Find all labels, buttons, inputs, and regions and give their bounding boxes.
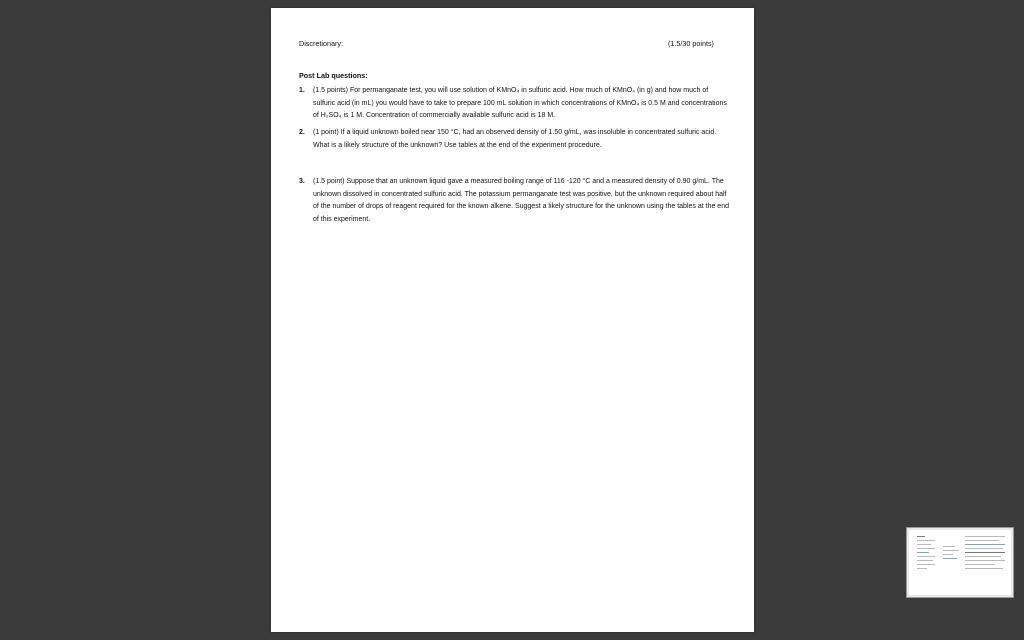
question-item: [299, 127, 729, 152]
question-number: 1.: [299, 87, 305, 94]
question-item: [299, 176, 729, 226]
question-text: (1.5 point) Suppose that an unknown liquid gave a measured boiling range of 116 -120 °C and a measured density of 0.90 g/mL. The unknown dissolved in concentrated sulfuric acid. The potassium permanganate test was positive, but the unknown required about half of the number of drops of reagent required for the known alkene. Suggest a likely structure for the unknown using the tables at the end of this experiment.: [313, 178, 729, 223]
question-number: 3.: [299, 178, 305, 185]
thumbnail-column: [917, 536, 939, 592]
header-label: Discretionary:: [299, 39, 343, 48]
question-text: (1 point) If a liquid unknown boiled near 150 °C, had an observed density of 1.50 g/mL, was insoluble in concentrated sulfuric acid. What is a likely structure of the unknown? Use tables at the end of the experiment procedure.: [313, 129, 717, 149]
section-title: Post Lab questions:: [299, 71, 368, 80]
thumbnail-column: [965, 536, 1007, 592]
question-item: [299, 85, 729, 123]
thumbnail-column: [943, 536, 961, 592]
document-page: [271, 8, 754, 632]
question-number: 2.: [299, 129, 305, 136]
points-label: (1.5/30 points): [668, 39, 714, 48]
question-text: (1.5 points) For permanganate test, you will use solution of KMnO₄ in sulfuric acid. How much of KMnO₄ (in g) and how much of sulfuric acid (in mL) you would have to take to prepare 100 mL solution in which concentrations of KMnO₄ is 0.5 M and concentrations of H₂SO₄ is 1 M. Concentration of commercially available sulfuric acid is 18 M.: [313, 87, 727, 119]
page-thumbnail[interactable]: [907, 528, 1013, 597]
